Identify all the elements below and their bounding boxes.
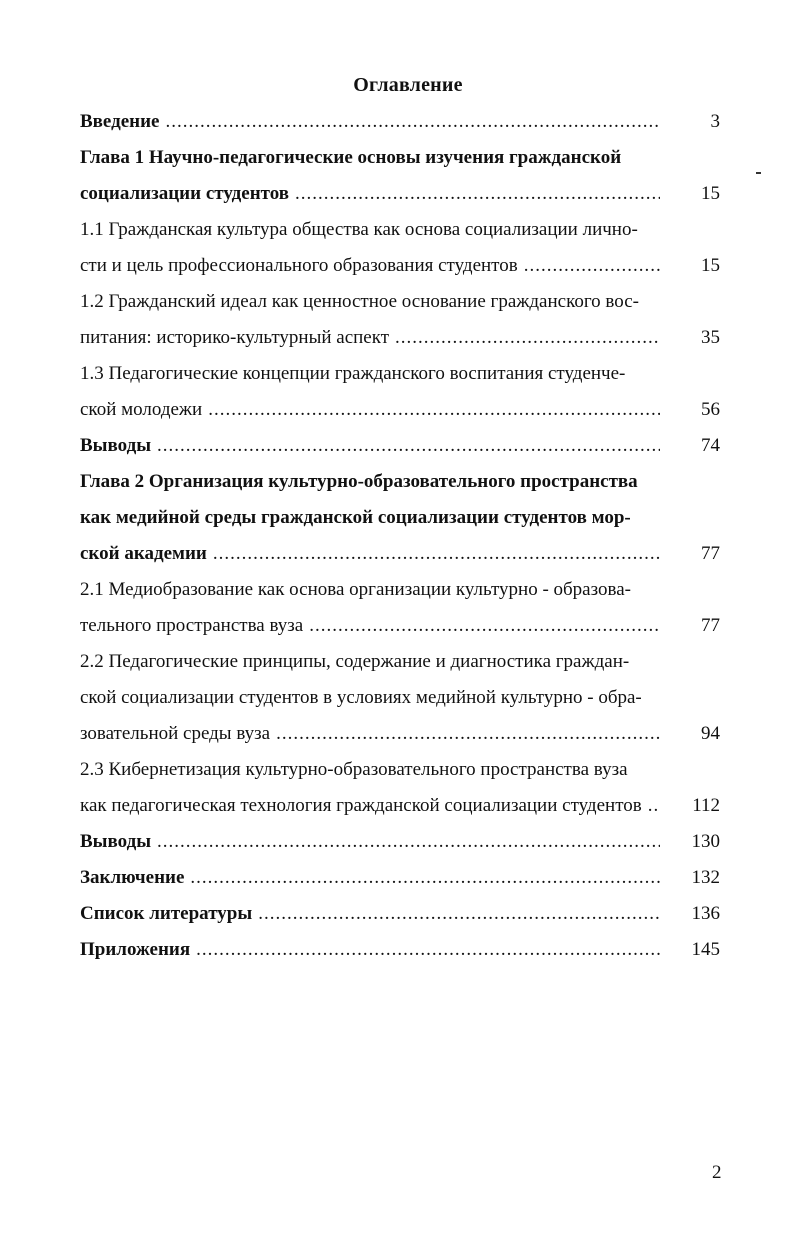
dot-leader [208,392,660,428]
dot-leader [157,428,660,464]
toc-entry-page-number: 35 [701,327,720,348]
toc-entry-label: Выводы [80,435,152,456]
table-of-contents [80,104,720,968]
toc-entry-line: 2.3 Кибернетизация культурно-образовательного пространства вуза [80,759,628,780]
toc-entry-line: 1.2 Гражданский идеал как ценностное основание гражданского вос- [80,291,639,312]
toc-entry-line: Глава 2 Организация культурно-образовательного пространства [80,471,638,492]
toc-entry-page-number: 74 [701,435,720,456]
page-number: 2 [712,1162,722,1183]
dot-leader [309,608,660,644]
toc-entry-text [80,860,660,896]
toc-entry-line: Глава 1 Научно-педагогические основы изучения гражданской [80,147,622,168]
toc-entry-line: 2.2 Педагогические принципы, содержание и диагностика граждан- [80,651,630,672]
toc-entry-text [80,932,660,968]
toc-entry-text [80,464,660,572]
toc-entry-last-line [80,320,660,356]
toc-entry-text [80,284,660,356]
toc-entry-page-number: 130 [691,831,720,852]
dot-leader [166,104,661,140]
toc-entry-text [80,212,660,284]
toc-entry-page-number: 3 [710,111,720,132]
toc-entry-page-number: 77 [701,543,720,564]
toc-entry [80,572,720,644]
toc-entry-last-line [80,428,660,464]
toc-entry [80,752,720,824]
toc-entry-line: как медийной среды гражданской социализации студентов мор- [80,507,631,528]
toc-entry-page-number: 77 [701,615,720,636]
toc-entry-text [80,104,660,140]
toc-entry-last-line [80,176,660,212]
toc-entry [80,824,720,860]
toc-entry-page-number: 136 [691,903,720,924]
toc-entry-label: ской академии [80,543,207,564]
dot-leader [258,896,660,932]
toc-entry-page-number: 15 [701,255,720,276]
dot-leader [524,248,660,284]
dot-leader [213,536,660,572]
toc-entry-label: сти и цель профессионального образования студентов [80,255,518,276]
toc-entry-last-line [80,824,660,860]
toc-entry-last-line [80,608,660,644]
toc-entry-last-line [80,104,660,140]
toc-entry-label: как педагогическая технология гражданской социализации студентов [80,795,642,816]
toc-entry-page-number: 145 [691,939,720,960]
toc-entry-label: Список литературы [80,903,253,924]
toc-entry-last-line [80,860,660,896]
toc-entry-label: ской молодежи [80,399,203,420]
toc-entry-label: Заключение [80,867,185,888]
dot-leader [648,788,660,824]
toc-entry-last-line [80,896,660,932]
dot-leader [157,824,660,860]
toc-entry-text [80,824,660,860]
toc-entry-line: 2.1 Медиобразование как основа организации культурно - образова- [80,579,631,600]
toc-entry-page-number: 132 [691,867,720,888]
toc-entry-label: Введение [80,111,160,132]
toc-entry-line: 1.3 Педагогические концепции гражданского воспитания студенче- [80,363,626,384]
toc-entry [80,464,720,572]
toc-title: Оглавление [353,74,463,96]
toc-entry-page-number: 56 [701,399,720,420]
toc-entry [80,860,720,896]
toc-entry-last-line [80,788,660,824]
toc-entry [80,104,720,140]
toc-entry-text [80,752,660,824]
toc-entry-last-line [80,248,660,284]
toc-entry-last-line [80,716,660,752]
dot-leader [295,176,660,212]
toc-entry-line: 1.1 Гражданская культура общества как основа социализации лично- [80,219,638,240]
toc-entry-page-number: 94 [701,723,720,744]
toc-entry [80,428,720,464]
toc-entry-label: Приложения [80,939,191,960]
toc-entry-label: тельного пространства вуза [80,615,304,636]
toc-entry-text [80,356,660,428]
toc-entry [80,284,720,356]
toc-entry [80,896,720,932]
toc-entry-label: зовательной среды вуза [80,723,271,744]
stray-mark [756,172,761,174]
toc-entry-text [80,644,660,752]
toc-entry [80,932,720,968]
dot-leader [276,716,660,752]
toc-entry [80,140,720,212]
dot-leader [196,932,660,968]
toc-entry-last-line [80,932,660,968]
toc-entry-text [80,572,660,644]
dot-leader [395,320,660,356]
toc-entry-text [80,140,660,212]
toc-entry-label: социализации студентов [80,183,290,204]
toc-entry-line: ской социализации студентов в условиях медийной культурно - обра- [80,687,642,708]
toc-entry-label: Выводы [80,831,152,852]
toc-entry-text [80,896,660,932]
toc-entry-last-line [80,536,660,572]
toc-entry-page-number: 112 [692,795,720,816]
toc-entry [80,356,720,428]
toc-entry [80,644,720,752]
toc-entry-label: питания: историко-культурный аспект [80,327,390,348]
toc-entry-page-number: 15 [701,183,720,204]
dot-leader [190,860,660,896]
toc-entry-text [80,428,660,464]
toc-entry [80,212,720,284]
toc-entry-last-line [80,392,660,428]
